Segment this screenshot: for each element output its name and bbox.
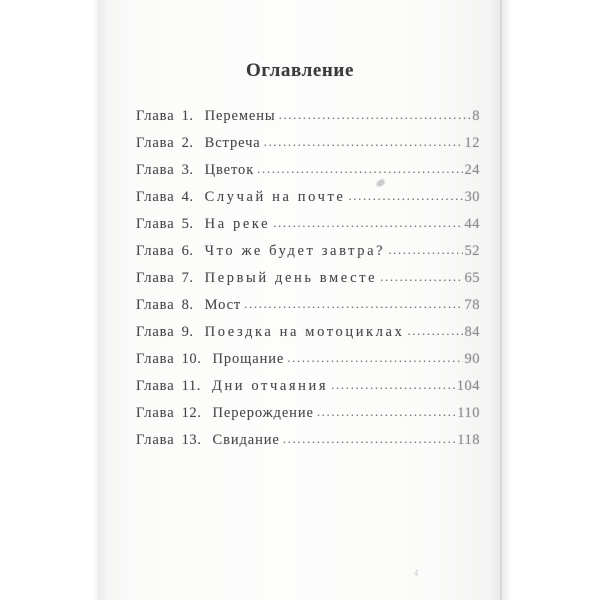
toc-entry-page-number: 104 xyxy=(456,378,480,394)
toc-entry-dot-leader xyxy=(287,350,462,366)
toc-entry-chapter-word: Глава xyxy=(136,189,175,205)
page-title: Оглавление xyxy=(245,60,355,81)
toc-entry[interactable] xyxy=(98,189,502,216)
toc-entry-chapter-word: Глава xyxy=(136,162,175,178)
toc-entry-page-number: 12 xyxy=(464,135,480,151)
page-content xyxy=(98,0,502,600)
toc-entry-dot-leader xyxy=(407,323,462,339)
toc-entry-title: Случай на почте xyxy=(204,189,346,205)
toc-entry[interactable] xyxy=(98,405,502,432)
toc-entry-title: Мост xyxy=(204,297,242,313)
toc-entry[interactable] xyxy=(98,135,502,162)
toc-entry-title: Встреча xyxy=(204,135,261,151)
toc-entry-page-number: 30 xyxy=(464,189,480,205)
folio-number xyxy=(98,568,502,578)
toc-entry[interactable] xyxy=(98,378,502,405)
toc-entry-number: 12. xyxy=(181,405,202,421)
toc-entry-page-number: 90 xyxy=(464,351,480,367)
toc-entry-chapter-word: Глава xyxy=(136,135,175,151)
toc-entry-page-number: 78 xyxy=(464,297,480,313)
toc-entry-dot-leader xyxy=(283,431,456,447)
toc-entry[interactable] xyxy=(98,351,502,378)
toc-entry-title: Что же будет завтра? xyxy=(204,243,386,259)
toc-entry-chapter-word: Глава xyxy=(136,297,175,313)
toc-entry-title: Перерождение xyxy=(212,405,314,421)
toc-entry-chapter-word: Глава xyxy=(136,378,175,394)
toc-entry-number: 3. xyxy=(181,162,194,178)
toc-entry-page-number: 24 xyxy=(464,162,480,178)
toc-entry[interactable] xyxy=(98,216,502,243)
toc-entry-number: 9. xyxy=(181,324,194,340)
toc-entry[interactable] xyxy=(98,324,502,351)
toc-entry-number: 6. xyxy=(181,243,194,259)
toc-entry[interactable] xyxy=(98,297,502,324)
toc-entry[interactable] xyxy=(98,270,502,297)
toc-entry-dot-leader xyxy=(244,296,462,312)
toc-entry-page-number: 52 xyxy=(464,243,480,259)
folio-number-text: 4 xyxy=(413,568,419,578)
toc-entry-title: Перемены xyxy=(204,108,276,124)
toc-entry-dot-leader xyxy=(279,107,471,123)
toc-entry-page-number: 8 xyxy=(472,108,480,124)
toc-entry-chapter-word: Глава xyxy=(136,432,175,448)
toc-entry-number: 7. xyxy=(181,270,194,286)
toc-entry-page-number: 84 xyxy=(464,324,480,340)
toc-entry-number: 1. xyxy=(181,108,194,124)
toc-entry-page-number: 65 xyxy=(464,270,480,286)
toc-entry[interactable] xyxy=(98,162,502,189)
toc-entry-title: На реке xyxy=(204,216,271,232)
toc-entry-number: 4. xyxy=(181,189,194,205)
toc-entry-dot-leader xyxy=(264,134,463,150)
toc-entry-title: Свидание xyxy=(212,432,280,448)
toc-entry-number: 5. xyxy=(181,216,194,232)
toc-entry-title: Дни отчаяния xyxy=(211,378,329,394)
toc-entry-dot-leader xyxy=(348,188,462,204)
toc-entry-title: Первый день вместе xyxy=(204,270,378,286)
toc-entry-dot-leader xyxy=(388,242,462,258)
toc-entry-number: 8. xyxy=(181,297,194,313)
toc-entry-chapter-word: Глава xyxy=(136,405,175,421)
toc-entry[interactable] xyxy=(98,432,502,459)
toc-entry-page-number: 110 xyxy=(457,405,480,421)
toc-entry-title: Цветок xyxy=(204,162,255,178)
toc-entry-chapter-word: Глава xyxy=(136,216,175,232)
table-of-contents xyxy=(98,108,502,459)
toc-entry-dot-leader xyxy=(273,215,462,231)
toc-entry[interactable] xyxy=(98,243,502,270)
toc-entry-chapter-word: Глава xyxy=(136,270,175,286)
toc-entry-page-number: 44 xyxy=(464,216,480,232)
toc-entry-number: 10. xyxy=(181,351,202,367)
toc-entry-dot-leader xyxy=(317,404,455,420)
toc-entry-title: Прощание xyxy=(212,351,285,367)
toc-entry-page-number: 118 xyxy=(457,432,480,448)
toc-entry-chapter-word: Глава xyxy=(136,351,175,367)
toc-entry-dot-leader xyxy=(257,161,462,177)
toc-entry-chapter-word: Глава xyxy=(136,108,175,124)
toc-entry-dot-leader xyxy=(331,377,455,393)
toc-entry-chapter-word: Глава xyxy=(136,324,175,340)
toc-entry-number: 2. xyxy=(181,135,194,151)
toc-entry-chapter-word: Глава xyxy=(136,243,175,259)
toc-entry-dot-leader xyxy=(380,269,462,285)
toc-entry-number: 13. xyxy=(181,432,202,448)
toc-entry[interactable] xyxy=(98,108,502,135)
toc-entry-title: Поездка на мотоциклах xyxy=(204,324,405,340)
toc-entry-number: 11. xyxy=(181,378,201,394)
